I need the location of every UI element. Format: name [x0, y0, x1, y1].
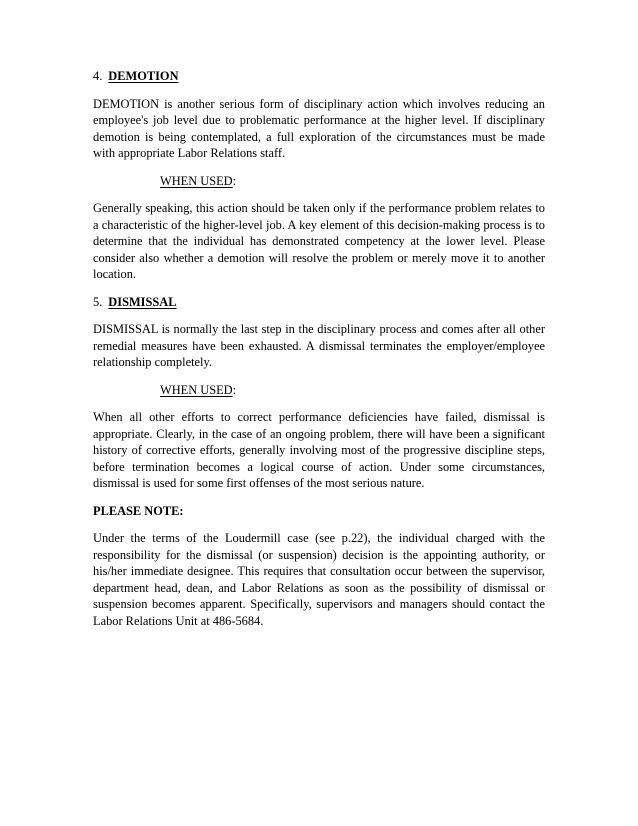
demotion-section-number: 4. — [93, 69, 103, 83]
demotion-section-title: DEMOTION — [108, 69, 179, 83]
dismissal-section-number: 5. — [93, 294, 103, 309]
demotion-when-used-label: WHEN USED — [160, 173, 233, 188]
document-page — [93, 68, 545, 640]
demotion-when-used-colon: : — [232, 173, 237, 188]
dismissal-when-used-colon: : — [232, 382, 237, 397]
demotion-heading — [93, 68, 545, 85]
dismissal-when-used-label: WHEN USED — [160, 382, 233, 397]
demotion-when-used-heading — [93, 173, 545, 190]
please-note-heading: PLEASE NOTE: — [93, 503, 184, 518]
demotion-description: DEMOTION is another serious form of disciplinary action which involves reducing an employee's job level due to problematic performance at the higher level. If disciplinary demotion is being contemplated, a full exploration of the circumstances must be made with appropriate Labor Relations staff. — [93, 96, 545, 160]
dismissal-when-used-text: When all other efforts to correct performance deficiencies have failed, dismissal is appropriate. Clearly, in the case of an ongoing problem, there will have been a significant history of corrective efforts, generally involving most of the progressive discipline steps, before termination becomes a logical course of action. Under some circumstances, dismissal is used for some first offenses of the most serious nature. — [93, 410, 545, 490]
demotion-when-used-text: Generally speaking, this action should be taken only if the performance problem relates to a characteristic of the higher-level job. A key element of this decision-making process is to determine that the individual has demonstrated competency at the lower level. Please consider also whether a demotion will resolve the problem or merely move it to another location. — [93, 201, 545, 281]
dismissal-section-title: DISMISSAL — [108, 294, 177, 309]
dismissal-heading — [93, 294, 545, 311]
dismissal-when-used-heading — [93, 382, 545, 399]
dismissal-description: DISMISSAL is normally the last step in the disciplinary process and comes after all other remedial measures have been exhausted. A dismissal terminates the employer/employee relationship completely. — [93, 322, 545, 369]
please-note-text: Under the terms of the Loudermill case (see p.22), the individual charged with the responsibility for the dismissal (or suspension) decision is the appointing authority, or his/her immediate designee. This requires that consultation occur between the supervisor, department head, dean, and Labor Relations as soon as the possibility of dismissal or suspension becomes apparent. Specifically, supervisors and managers should contact the Labor Relations Unit at 486-5684. — [93, 531, 545, 628]
